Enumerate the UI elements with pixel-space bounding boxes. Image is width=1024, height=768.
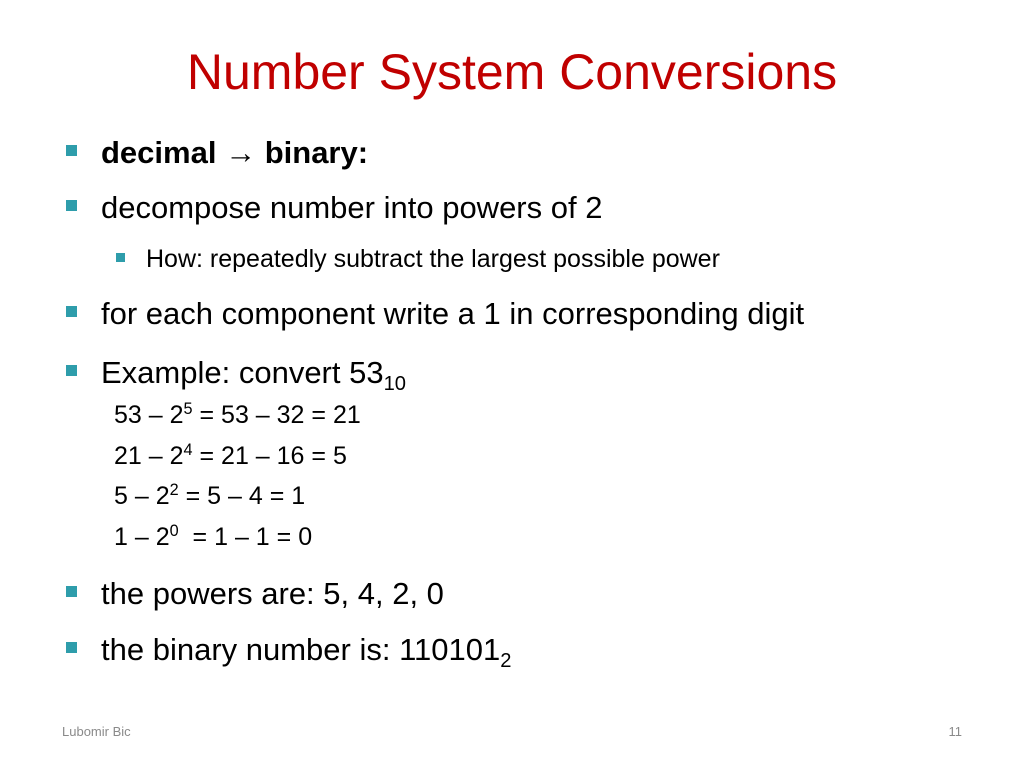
bullet-text xyxy=(101,133,368,173)
calc-lhs: 1 – 2 xyxy=(114,523,170,551)
square-bullet-icon xyxy=(66,365,77,376)
footer-author: Lubomir Bic xyxy=(62,724,131,739)
bullet-text xyxy=(101,630,512,673)
calc-line-2 xyxy=(114,440,347,472)
square-bullet-icon xyxy=(66,586,77,597)
decimal-label: decimal xyxy=(101,135,217,170)
sub-bullet-text: How: repeatedly subtract the largest possible power xyxy=(146,245,720,273)
base-subscript: 2 xyxy=(500,650,512,673)
square-bullet-icon xyxy=(66,642,77,653)
page-number: 11 xyxy=(948,724,962,739)
square-bullet-icon xyxy=(66,145,77,156)
calc-rhs: = 53 – 32 = 21 xyxy=(192,401,361,429)
calc-lhs: 21 – 2 xyxy=(114,442,184,470)
bullet-text: for each component write a 1 in corresponding digit xyxy=(101,296,805,331)
right-arrow-icon: → xyxy=(225,135,257,170)
square-bullet-icon xyxy=(66,200,77,211)
square-bullet-icon xyxy=(116,253,125,262)
calc-rhs: = 21 – 16 = 5 xyxy=(192,442,347,470)
calc-exponent: 5 xyxy=(183,400,193,419)
example-text: Example: convert 53 xyxy=(101,355,384,390)
bullet-text xyxy=(101,353,406,396)
calc-exponent: 4 xyxy=(183,441,193,460)
binary-result-text: the binary number is: 110101 xyxy=(101,632,501,667)
calc-rhs: = 5 – 4 = 1 xyxy=(178,482,306,510)
calc-lhs: 53 – 2 xyxy=(114,401,184,429)
calc-exponent: 0 xyxy=(169,522,179,541)
calc-lhs: 5 – 2 xyxy=(114,482,170,510)
slide-title: Number System Conversions xyxy=(186,44,838,100)
calc-exponent: 2 xyxy=(169,481,179,500)
base-subscript: 10 xyxy=(383,373,406,396)
calc-line-1 xyxy=(114,399,361,431)
square-bullet-icon xyxy=(66,306,77,317)
bullet-text: the powers are: 5, 4, 2, 0 xyxy=(101,576,444,611)
binary-label: binary: xyxy=(264,135,369,170)
bullet-text: decompose number into powers of 2 xyxy=(101,190,603,225)
calc-rhs: = 1 – 1 = 0 xyxy=(178,523,313,551)
calc-line-4 xyxy=(114,521,312,553)
calc-line-3 xyxy=(114,480,305,512)
